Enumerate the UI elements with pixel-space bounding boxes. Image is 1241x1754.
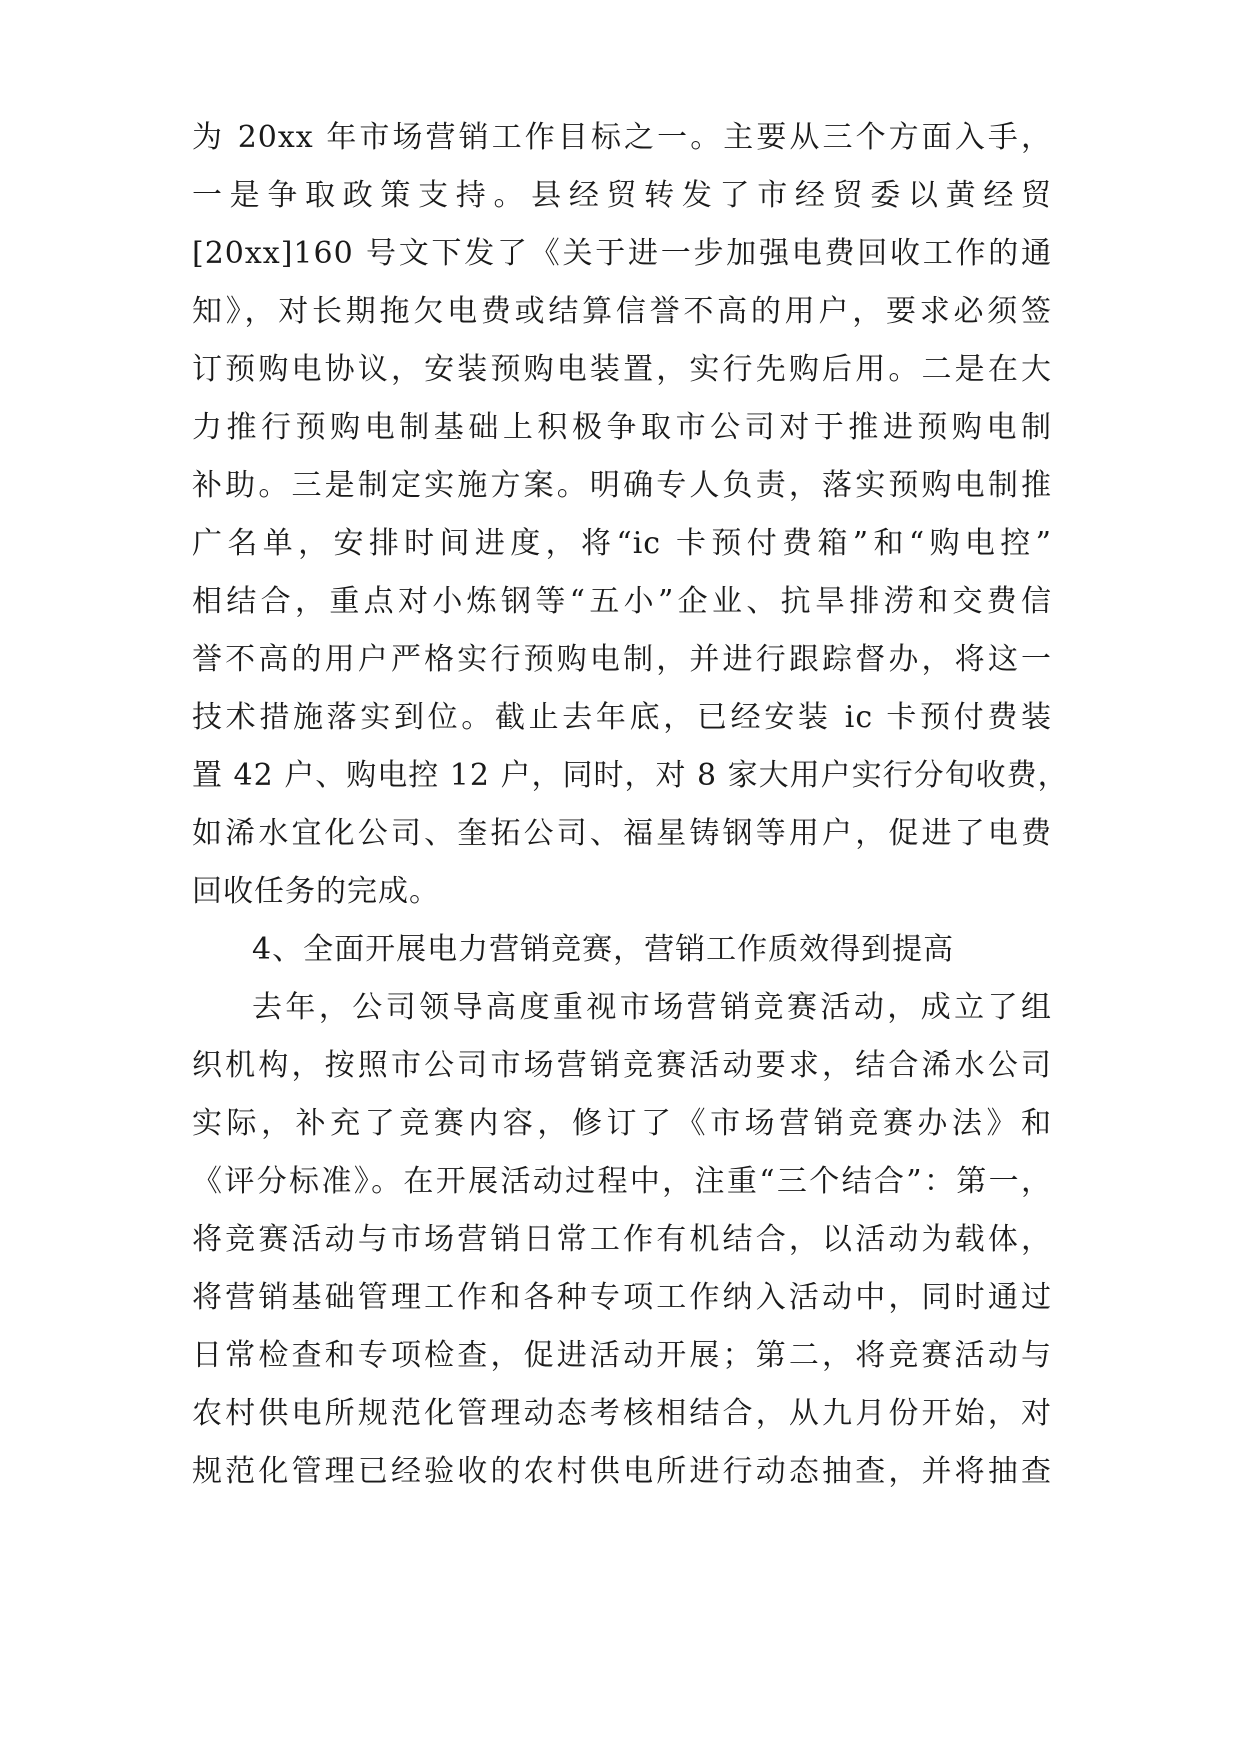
paragraph-line: 力推行预购电制基础上积极争取市公司对于推进预购电制	[192, 410, 1052, 445]
paragraph-line: 补助。三是制定实施方案。明确专人负责，落实预购电制推	[192, 468, 1052, 503]
paragraph-line: 织机构，按照市公司市场营销竞赛活动要求，结合浠水公司	[192, 1048, 1052, 1083]
paragraph-line: 知》，对长期拖欠电费或结算信誉不高的用户，要求必须签	[192, 294, 1052, 329]
document-body	[192, 109, 1069, 1501]
paragraph-line: 农村供电所规范化管理动态考核相结合，从九月份开始，对	[192, 1396, 1052, 1431]
paragraph-line: 日常检查和专项检查，促进活动开展；第二，将竞赛活动与	[192, 1338, 1052, 1373]
paragraph-line: 广名单，安排时间进度，将“ic 卡预付费箱”和“购电控”	[192, 526, 1052, 561]
paragraph-line: 置 42 户、购电控 12 户，同时，对 8 家大用户实行分旬收费，	[192, 758, 1069, 793]
paragraph-line: 为 20xx 年市场营销工作目标之一。主要从三个方面入手，	[192, 120, 1052, 155]
paragraph-line: 实际，补充了竞赛内容，修订了《市场营销竞赛办法》和	[192, 1106, 1052, 1141]
paragraph-line: 技术措施落实到位。截止去年底，已经安装 ic 卡预付费装	[192, 700, 1052, 735]
paragraph-line: 回收任务的完成。	[192, 874, 440, 909]
paragraph-line: 将营销基础管理工作和各种专项工作纳入活动中，同时通过	[192, 1280, 1052, 1315]
paragraph-line: 誉不高的用户严格实行预购电制，并进行跟踪督办，将这一	[192, 642, 1052, 677]
paragraph-line: 规范化管理已经验收的农村供电所进行动态抽查，并将抽查	[192, 1454, 1052, 1489]
paragraph-line: 相结合，重点对小炼钢等“五小”企业、抗旱排涝和交费信	[192, 584, 1052, 619]
paragraph-line: 订预购电协议，安装预购电装置，实行先购后用。二是在大	[192, 352, 1052, 387]
paragraph-line: 如浠水宜化公司、奎拓公司、福星铸钢等用户，促进了电费	[192, 816, 1052, 851]
paragraph-line: 将竞赛活动与市场营销日常工作有机结合，以活动为载体，	[192, 1222, 1052, 1257]
paragraph-line: [20xx]160 号文下发了《关于进一步加强电费回收工作的通	[192, 236, 1052, 271]
section-heading: 4、全面开展电力营销竞赛，营销工作质效得到提高	[252, 932, 955, 967]
paragraph-line: 一是争取政策支持。县经贸转发了市经贸委以黄经贸	[192, 178, 1052, 213]
paragraph-line: 去年，公司领导高度重视市场营销竞赛活动，成立了组	[252, 990, 1052, 1025]
paragraph-line: 《评分标准》。在开展活动过程中，注重“三个结合”：第一，	[192, 1164, 1052, 1199]
